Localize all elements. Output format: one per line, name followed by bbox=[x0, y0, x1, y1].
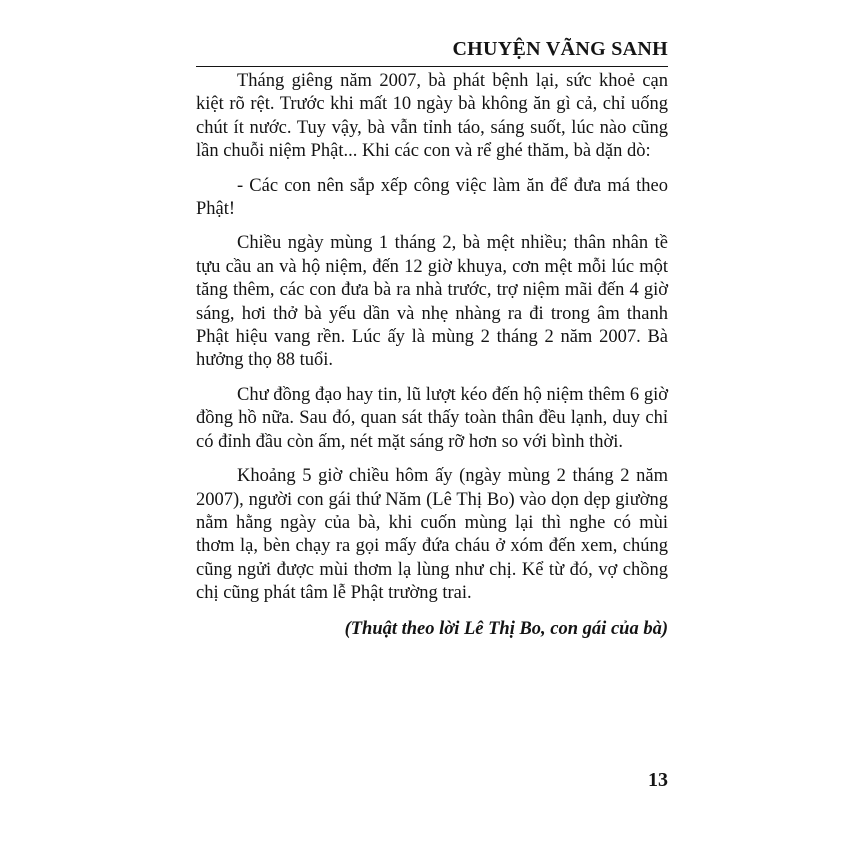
page-number: 13 bbox=[648, 769, 668, 791]
paragraph-3: Chiều ngày mùng 1 tháng 2, bà mệt nhiều; thân nhân tề tựu cầu an và hộ niệm, đến 12 giờ khuya, cơn mệt mỗi lúc một tăng thêm, các con đưa bà ra nhà trước, trợ niệm mãi đến 4 giờ sáng, hơi thở bà yếu dần và nhẹ nhàng ra đi trong âm thanh Phật hiệu vang rền. Lúc ấy là mùng 2 tháng 2 năm 2007. Bà hưởng thọ 88 tuổi. bbox=[196, 233, 668, 371]
running-header bbox=[196, 36, 668, 67]
paragraph-1: Tháng giêng năm 2007, bà phát bệnh lại, sức khoẻ cạn kiệt rõ rệt. Trước khi mất 10 ngày bà không ăn gì cả, chỉ uống chút ít nước. Tuy vậy, bà vẫn tỉnh táo, sáng suốt, lúc nào cũng lần chuỗi niệm Phật... Khi các con và rể ghé thăm, bà dặn dò: bbox=[196, 71, 668, 162]
paragraph-2-quote: - Các con nên sắp xếp công việc làm ăn để đưa má theo Phật! bbox=[196, 175, 668, 220]
body-text bbox=[196, 70, 668, 641]
paragraph-5: Khoảng 5 giờ chiều hôm ấy (ngày mùng 2 tháng 2 năm 2007), người con gái thứ Năm (Lê Thị Bo) vào dọn dẹp giường nằm hằng ngày của bà, khi cuốn mùng lại thì nghe có mùi thơm lạ, bèn chạy ra gọi mấy đứa cháu ở xóm đến xem, chúng cũng ngửi được mùi thơm lạ lùng như chị. Kể từ đó, vợ chồng chị cũng phát tâm lễ Phật trường trai. bbox=[196, 466, 668, 604]
paragraph-4: Chư đồng đạo hay tin, lũ lượt kéo đến hộ niệm thêm 6 giờ đồng hồ nữa. Sau đó, quan sát thấy toàn thân đều lạnh, duy chỉ có đỉnh đầu còn ấm, nét mặt sáng rỡ hơn so với bình thời. bbox=[196, 384, 668, 452]
attribution: (Thuật theo lời Lê Thị Bo, con gái của bà) bbox=[344, 618, 668, 639]
running-title: CHUYỆN VÃNG SANH bbox=[452, 38, 668, 60]
